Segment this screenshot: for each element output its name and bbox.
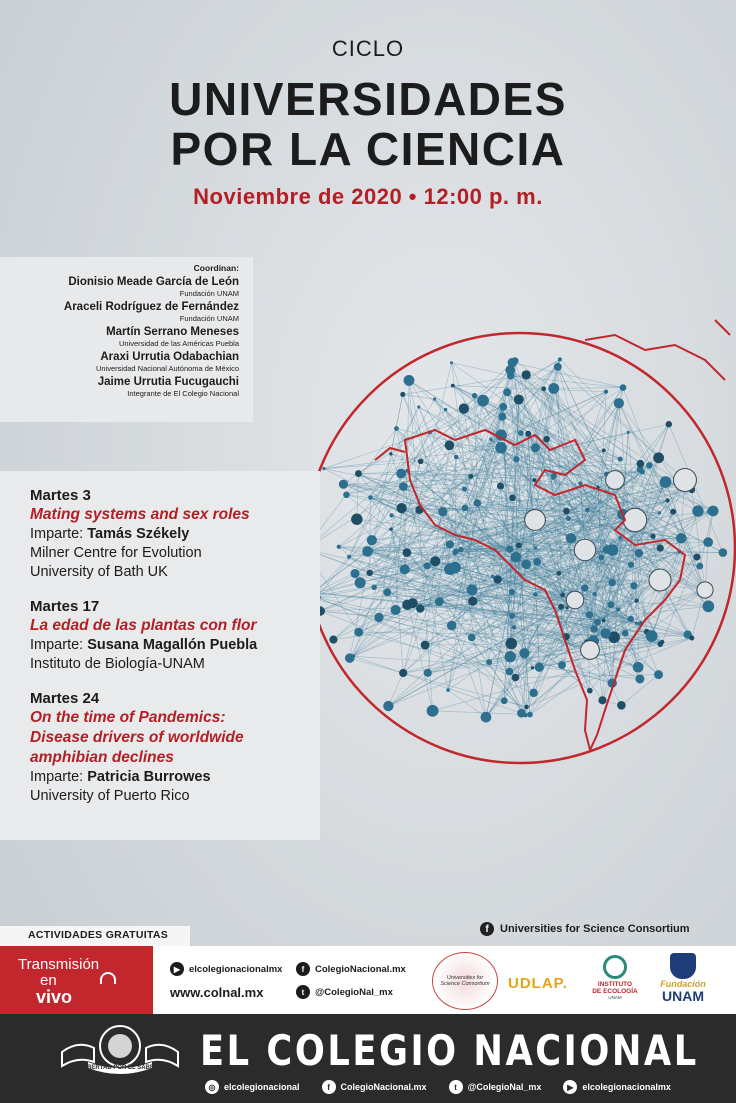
network-node: [606, 471, 625, 490]
network-node: [467, 584, 478, 595]
network-node: [628, 562, 634, 568]
session: [30, 690, 320, 806]
network-node: [497, 482, 504, 489]
network-node: [618, 457, 623, 462]
network-node: [374, 613, 383, 622]
network-node: [451, 384, 455, 388]
coordinator-name: Araceli Rodríguez de Fernández: [63, 301, 239, 313]
network-node: [682, 536, 686, 540]
network-node: [345, 653, 355, 663]
network-node: [556, 571, 561, 576]
network-node: [514, 395, 524, 405]
coordinator-affiliation: Universidad Nacional Autónoma de México: [96, 364, 239, 373]
session-title: amphibian declines: [30, 749, 174, 766]
network-node: [505, 651, 516, 662]
network-node: [707, 509, 712, 514]
network-node: [602, 619, 606, 623]
live-stream-badge: [0, 946, 153, 1014]
network-node: [322, 467, 325, 470]
network-node: [635, 599, 639, 603]
network-node: [468, 634, 476, 642]
network-node: [574, 539, 595, 560]
session-title: On the time of Pandemics:: [30, 709, 226, 726]
network-node: [421, 641, 430, 650]
network-node: [509, 494, 516, 501]
bottom-social-links: [205, 1080, 671, 1094]
network-node: [339, 480, 348, 489]
wifi-icon: [100, 972, 116, 984]
website-link[interactable]: www.colnal.mx: [170, 985, 264, 1000]
network-node: [633, 662, 644, 673]
coordinator: [0, 326, 239, 348]
network-node: [389, 513, 393, 517]
session-institution: University of Bath UK: [30, 564, 168, 580]
network-node: [563, 508, 570, 515]
network-node: [508, 358, 517, 367]
network-node: [459, 403, 469, 413]
network-node: [499, 403, 507, 411]
coordinator: [0, 276, 239, 298]
network-node: [585, 508, 590, 513]
twitter-icon: t: [296, 985, 310, 999]
network-node: [371, 585, 376, 590]
network-node: [383, 701, 393, 711]
network-edge: [370, 498, 371, 573]
youtube-handle: elcolegionacionalmx: [189, 963, 283, 975]
session-speaker-line: [30, 525, 320, 544]
network-node: [446, 688, 450, 692]
network-node: [531, 443, 540, 452]
network-node: [416, 604, 424, 612]
network-node: [657, 545, 664, 552]
unam-fundacion-text: Fundación: [660, 979, 706, 989]
coordinator-affiliation: Integrante de El Colegio Nacional: [127, 389, 239, 398]
event-date: Noviembre de 2020 • 12:00 p. m.: [193, 184, 543, 209]
twitter-handle: @ColegioNal_mx: [467, 1082, 542, 1092]
network-node: [511, 552, 522, 563]
udlap-logo: UDLAP.: [508, 975, 568, 992]
network-node: [396, 503, 406, 513]
network-node: [512, 625, 516, 629]
session-speaker-line: [30, 636, 320, 655]
facebook-link[interactable]: [322, 1080, 427, 1094]
facebook-handle: ColegioNacional.mx: [340, 1082, 427, 1092]
youtube-link[interactable]: [170, 962, 282, 976]
network-node: [689, 635, 694, 640]
network-node: [503, 388, 511, 396]
network-node: [531, 666, 534, 669]
network-node: [651, 534, 656, 539]
twitter-icon: t: [449, 1080, 463, 1094]
network-node: [590, 625, 598, 633]
network-node: [458, 547, 464, 553]
network-node: [512, 674, 520, 682]
network-node: [670, 509, 676, 515]
coordinator-name: Martín Serrano Meneses: [106, 326, 239, 338]
network-node: [533, 558, 541, 566]
network-node: [702, 601, 714, 613]
network-node: [558, 357, 562, 361]
network-node: [472, 393, 477, 398]
network-node: [498, 413, 506, 421]
network-edge: [554, 388, 623, 389]
imparte-label: Imparte:: [30, 769, 84, 785]
network-node: [586, 611, 593, 618]
network-node: [329, 636, 337, 644]
ecologia-unam: UNAM: [608, 995, 622, 1000]
network-node: [693, 553, 700, 560]
network-node: [517, 709, 526, 718]
network-node: [495, 442, 507, 454]
youtube-icon: ▶: [563, 1080, 577, 1094]
network-node: [566, 533, 576, 543]
coordinator-affiliation: Fundación UNAM: [179, 314, 239, 323]
network-node: [635, 549, 643, 557]
network-node: [417, 405, 420, 408]
network-node: [608, 579, 615, 586]
network-node: [628, 616, 634, 622]
network-node: [402, 600, 412, 610]
network-node: [646, 462, 653, 469]
network-node: [622, 630, 629, 637]
ecologia-line-2: DE ECOLOGÍA: [592, 988, 638, 995]
network-node: [489, 438, 492, 441]
network-node: [593, 592, 597, 596]
facebook-handle: ColegioNacional.mx: [315, 963, 406, 975]
network-node: [367, 535, 377, 545]
ecologia-emblem-icon: [603, 955, 627, 979]
consortium-facebook-label: Universities for Science Consortium: [500, 923, 690, 935]
network-node: [509, 613, 515, 619]
network-node: [524, 705, 528, 709]
network-node: [627, 431, 630, 434]
network-node: [462, 487, 467, 492]
session-date: Martes 24: [30, 690, 100, 707]
network-node: [501, 697, 508, 704]
coordinator-name: Dionisio Meade García de León: [68, 276, 239, 288]
network-node: [548, 383, 559, 394]
imparte-label: Imparte:: [30, 637, 84, 653]
usc-logo-text: Universities for Science Consortium: [440, 975, 490, 987]
network-node: [618, 536, 622, 540]
twitter-handle: @ColegioNal_mx: [315, 986, 393, 998]
coordinator: [0, 351, 239, 373]
network-node: [560, 593, 565, 598]
network-node: [608, 601, 615, 608]
network-node: [454, 455, 459, 460]
network-node: [692, 505, 703, 516]
network-node: [399, 669, 407, 677]
emblem-motto: LIBERTAD POR EL SABER: [81, 1065, 159, 1071]
network-node: [513, 456, 519, 462]
network-node: [558, 604, 564, 610]
network-node: [474, 499, 481, 506]
network-node: [423, 562, 430, 569]
network-node: [558, 661, 566, 669]
network-node: [535, 663, 544, 672]
network-node: [389, 452, 392, 455]
network-node: [462, 504, 469, 511]
network-node: [445, 440, 455, 450]
network-node: [506, 638, 518, 650]
network-node: [623, 508, 646, 531]
network-node: [477, 395, 489, 407]
network-node: [403, 548, 412, 557]
network-node: [525, 431, 531, 437]
consortium-facebook[interactable]: [480, 922, 690, 936]
network-node: [435, 597, 444, 606]
network-node: [527, 712, 533, 718]
network-node: [635, 674, 644, 683]
speaker-name: Patricia Burrowes: [87, 769, 211, 785]
network-node: [566, 591, 583, 608]
series-label: CICLO: [331, 36, 405, 61]
network-node: [399, 482, 408, 491]
network-node: [654, 670, 663, 679]
network-node: [447, 621, 457, 631]
ecologia-name: [592, 981, 638, 995]
network-node: [400, 564, 410, 574]
session-institution: Milner Centre for Evolution: [30, 545, 202, 561]
network-node: [396, 469, 406, 479]
network-node: [640, 469, 645, 474]
network-edge: [403, 394, 435, 399]
network-node: [337, 545, 341, 549]
network-node: [468, 474, 473, 479]
coordinator: [0, 376, 239, 398]
network-node: [541, 386, 546, 391]
network-node: [468, 597, 477, 606]
network-node: [383, 588, 391, 596]
network-node: [660, 476, 672, 488]
network-node: [630, 582, 637, 589]
coordinators-panel: [0, 257, 253, 422]
session-institution: Instituto de Biología-UNAM: [30, 656, 205, 672]
instituto-ecologia-logo: [592, 955, 638, 1000]
network-node: [400, 392, 405, 397]
facebook-icon: f: [322, 1080, 336, 1094]
network-node: [389, 527, 392, 530]
network-node: [354, 628, 363, 637]
usc-logo: [432, 952, 498, 1010]
network-node: [697, 582, 713, 598]
network-node: [522, 651, 528, 657]
network-node: [427, 705, 439, 717]
session-date: Martes 17: [30, 598, 100, 615]
coordinator-name: Jaime Urrutia Fucugauchi: [97, 376, 239, 388]
network-node: [347, 555, 351, 559]
network-node: [404, 375, 415, 386]
network-node: [450, 361, 453, 364]
network-node: [551, 473, 557, 479]
network-node: [617, 701, 626, 710]
twitter-link[interactable]: [449, 1080, 542, 1094]
network-node: [658, 511, 661, 514]
network-node: [637, 460, 645, 468]
network-node: [674, 469, 697, 492]
network-node: [368, 495, 373, 500]
network-node: [424, 669, 432, 677]
network-node: [351, 514, 362, 525]
network-node: [599, 555, 605, 561]
network-node: [533, 592, 537, 596]
network-node: [534, 546, 537, 549]
network-node: [521, 560, 531, 570]
imparte-label: Imparte:: [30, 526, 84, 542]
speaker-name: Susana Magallón Puebla: [87, 637, 258, 653]
twitter-link[interactable]: [296, 985, 393, 999]
network-node: [518, 430, 524, 436]
institution-name: EL COLEGIO NACIONAL: [200, 1026, 699, 1075]
network-node: [391, 605, 401, 615]
network-node: [453, 551, 457, 555]
live-line-1: Transmisión: [18, 956, 100, 973]
network-node: [635, 622, 638, 625]
network-node: [666, 421, 672, 427]
network-node: [355, 577, 366, 588]
title-line-1: UNIVERSIDADES: [169, 73, 567, 125]
sessions-panel: [0, 471, 320, 840]
session-title: Disease drivers of worldwide: [30, 729, 244, 746]
network-node: [614, 398, 624, 408]
network-node: [430, 556, 440, 566]
youtube-icon: ▶: [170, 962, 184, 976]
facebook-link[interactable]: [296, 962, 406, 976]
network-node: [601, 628, 611, 638]
network-node: [665, 498, 669, 502]
network-node: [620, 384, 627, 391]
network-node: [616, 608, 620, 612]
youtube-link[interactable]: [563, 1080, 671, 1094]
coordinator: [0, 301, 239, 323]
coordinator-name: Araxi Urrutia Odabachian: [100, 351, 239, 363]
session: [30, 598, 320, 674]
network-node: [587, 688, 593, 694]
network-node: [646, 630, 658, 642]
network-node: [350, 569, 359, 578]
network-node: [543, 436, 549, 442]
network-node: [481, 712, 492, 723]
network-node: [516, 542, 522, 548]
ecologia-line-1: INSTITUTO: [597, 981, 633, 988]
session-title: Mating systems and sex roles: [30, 506, 250, 523]
network-node: [418, 458, 424, 464]
fundacion-unam-logo: [655, 953, 711, 1003]
session-institution: University of Puerto Rico: [30, 788, 190, 804]
network-node: [598, 696, 606, 704]
network-node: [525, 510, 546, 531]
network-node: [532, 478, 536, 482]
network-node: [491, 574, 495, 578]
network-node: [719, 548, 728, 557]
session-speaker-line: [30, 768, 320, 787]
network-node: [433, 398, 436, 401]
session-title: La edad de las plantas con flor: [30, 617, 257, 634]
facebook-icon: f: [480, 922, 494, 936]
network-node: [367, 570, 373, 576]
instagram-handle: elcolegionacional: [224, 1082, 300, 1092]
network-node: [566, 606, 569, 609]
network-node: [594, 619, 601, 626]
coordinator-affiliation: Universidad de las Américas Puebla: [118, 339, 239, 348]
network-node: [566, 516, 571, 521]
network-node: [522, 370, 531, 379]
speaker-name: Tamás Székely: [87, 526, 190, 542]
network-node: [602, 448, 606, 452]
session-date: Martes 3: [30, 487, 91, 504]
youtube-handle: elcolegionacionalmx: [582, 1082, 671, 1092]
network-node: [604, 390, 608, 394]
network-node: [703, 537, 713, 547]
network-node: [649, 569, 671, 591]
live-line-2: en: [40, 972, 57, 989]
colegio-emblem-icon: [58, 1022, 182, 1074]
session: [30, 487, 320, 582]
instagram-icon: ◎: [205, 1080, 219, 1094]
live-line-3: vivo: [36, 987, 73, 1007]
network-node: [343, 492, 350, 499]
network-node: [363, 547, 371, 555]
globe-network-illustration: [285, 280, 736, 800]
network-node: [529, 689, 537, 697]
network-node: [696, 563, 703, 570]
network-node: [438, 507, 447, 516]
network-node: [581, 641, 600, 660]
network-node: [446, 540, 454, 548]
network-edge: [433, 638, 692, 711]
instagram-link[interactable]: [205, 1080, 300, 1094]
network-node: [506, 545, 513, 552]
coordinators-heading: Coordinan:: [193, 263, 239, 273]
network-node: [493, 575, 501, 583]
network-node: [509, 589, 515, 595]
network-node: [607, 544, 619, 556]
free-activities-label: ACTIVIDADES GRATUITAS: [0, 926, 190, 946]
network-node: [658, 641, 663, 646]
network-node: [444, 408, 447, 411]
facebook-icon: f: [296, 962, 310, 976]
unam-shield-icon: [670, 953, 696, 979]
network-node: [554, 363, 562, 371]
coordinator-affiliation: Fundación UNAM: [179, 289, 239, 298]
network-node: [486, 659, 492, 665]
network-node: [581, 584, 588, 591]
network-node: [449, 562, 461, 574]
network-node: [394, 426, 399, 431]
unam-text: UNAM: [662, 988, 704, 1004]
network-node: [653, 452, 664, 463]
title-line-2: POR LA CIENCIA: [170, 123, 566, 175]
network-node: [506, 668, 514, 676]
network-node: [355, 470, 362, 477]
